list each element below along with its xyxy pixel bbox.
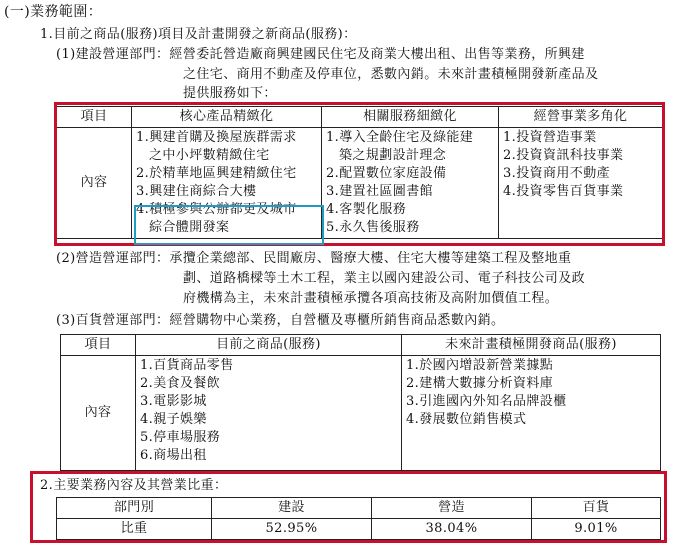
cell-line: 1.投資營造事業 (503, 130, 597, 145)
row-label-share: 比重 (57, 519, 212, 540)
cell-line: 2.建構大數據分析資料庫 (406, 376, 554, 391)
cell-line: 3.興建住商綜合大樓 (136, 184, 257, 199)
construction-intro-line-1: (1)建設營運部門：經營委託營造廠商興建國民住宅及商業大樓出租、出售等業務，所興建 (56, 47, 585, 62)
cell-line: 2.投資資訊科技事業 (503, 148, 624, 163)
cell-line: 4.積極參與公辦都更及城市 (136, 202, 297, 217)
item1-title: 1.目前之商品(服務)項目及計畫開發之新商品(服務)： (40, 27, 357, 42)
cell-line: 4.發展數位銷售模式 (406, 412, 527, 427)
cell-line: 1.百貨商品零售 (140, 358, 234, 373)
cell-line: 3.投資商用不動產 (503, 166, 611, 181)
building-line-1: (2)營造營運部門：承攬企業總部、民間廠房、醫療大樓、住宅大樓等建築工程及整地重 (56, 251, 572, 266)
cell-line: 之中小坪數精緻住宅 (149, 148, 270, 163)
cell-line: 5.永久售後服務 (326, 220, 420, 235)
header-department: 部門別 (57, 498, 212, 519)
cell-line: 2.於精華地區興建精緻住宅 (136, 166, 297, 181)
cell-line: 3.建置社區圖書館 (326, 184, 434, 199)
cell-line: 4.客製化服務 (326, 202, 407, 217)
cell-line: 築之規劃設計理念 (339, 148, 447, 163)
header-item: 項目 (57, 107, 132, 128)
construction-intro-line-2: 之住宅、商用不動產及停車位，悉數內銷。未來計畫積極開發新產品及 (183, 67, 599, 82)
cell-line: 5.停車場服務 (140, 430, 221, 445)
header-construction: 建設 (212, 498, 372, 519)
building-line-3: 府機構為主，未來計畫積極承攬各項高技術及高附加價值工程。 (183, 291, 559, 306)
blue-highlight-box-urban-renewal (134, 205, 324, 245)
cell-line: 3.電影影城 (140, 394, 207, 409)
retail-plan-table (60, 334, 661, 471)
header-building: 營造 (372, 498, 532, 519)
header-future-products: 未來計畫積極開發商品(服務) (402, 335, 661, 356)
cell-line: 2.美食及餐飲 (140, 376, 221, 391)
header-core-products: 核心產品精緻化 (132, 107, 322, 128)
construction-intro-line-3: 提供服務如下： (183, 86, 277, 101)
section-heading: (一)業務範圍： (4, 4, 103, 20)
cell-line: 4.親子娛樂 (140, 412, 207, 427)
cell-line: 6.商場出租 (140, 448, 207, 463)
share-building: 38.04% (372, 519, 532, 540)
cell-line: 1.導入全齡住宅及綠能建 (326, 130, 474, 145)
header-retail: 百貨 (532, 498, 661, 519)
revenue-share-table (56, 497, 661, 540)
header-current-products: 目前之商品(服務) (136, 335, 402, 356)
current-products-cell (136, 356, 402, 471)
item2-title: 2.主要業務內容及其營業比重： (40, 478, 228, 493)
share-retail: 9.01% (532, 519, 661, 540)
header-item: 項目 (61, 335, 136, 356)
cell-line: 1.興建首購及換屋族群需求 (136, 130, 297, 145)
row-label-content: 內容 (61, 356, 136, 471)
cell-line: 4.投資零售百貨事業 (503, 184, 624, 199)
building-line-2: 劃、道路橋樑等土木工程，業主以國內建設公司、電子科技公司及政 (183, 271, 586, 286)
cell-line: 1.於國內增設新營業據點 (406, 358, 554, 373)
cell-line: 2.配置數位家庭設備 (326, 166, 447, 181)
cell-line: 綜合體開發案 (149, 220, 230, 235)
share-construction: 52.95% (212, 519, 372, 540)
header-related-services: 相關服務細緻化 (322, 107, 499, 128)
row-label-content: 內容 (57, 128, 132, 239)
cell-line: 3.引進國內外知名品牌設櫃 (406, 394, 567, 409)
retail-intro: (3)百貨營運部門：經營購物中心業務，自營櫃及專櫃所銷售商品悉數內銷。 (56, 313, 505, 328)
future-products-cell (402, 356, 661, 471)
header-diversification: 經營事業多角化 (499, 107, 663, 128)
